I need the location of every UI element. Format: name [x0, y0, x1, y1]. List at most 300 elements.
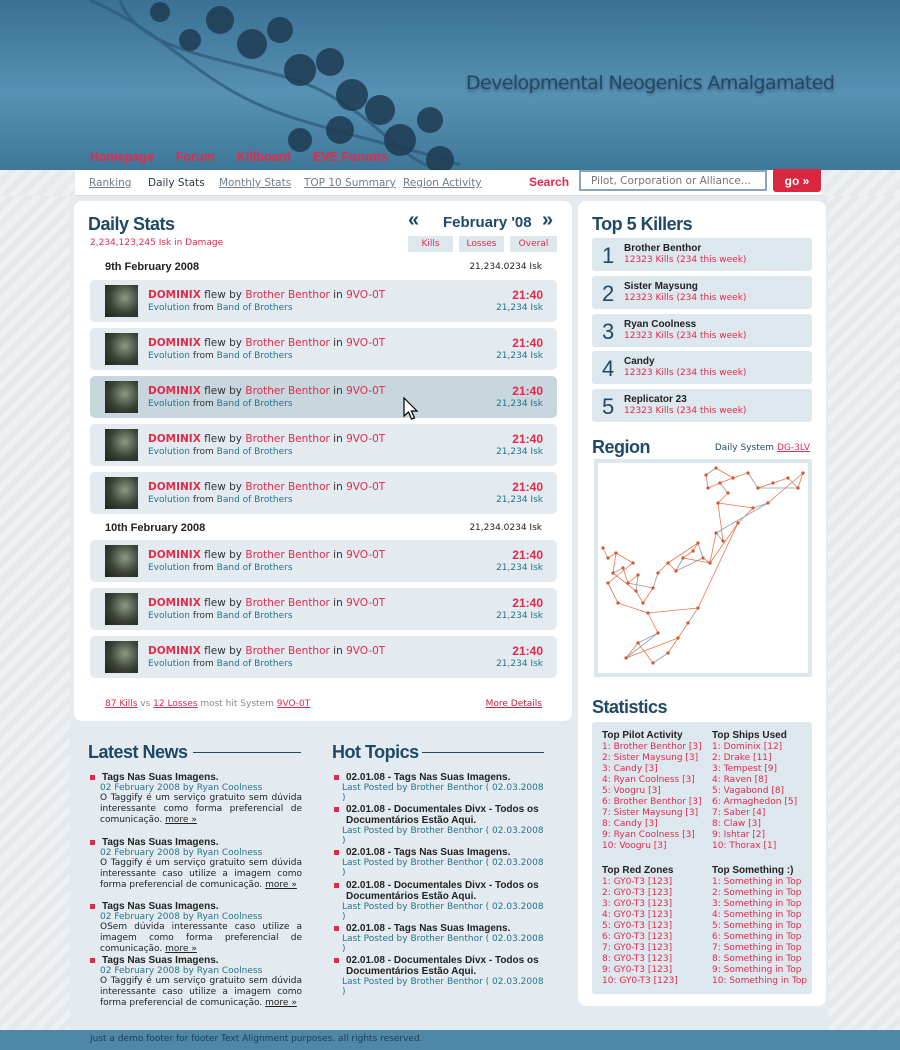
news-body-text: O Taggify é um serviço gratuito sem dúvida interessante caso utilize a imagem como forma preferencial de comunicação. [100, 858, 302, 890]
stat-item[interactable]: 2: Something in Top [712, 888, 802, 898]
news-item [90, 772, 302, 826]
hot-topics-title: Hot Topics [332, 742, 419, 762]
top-killer-item[interactable] [592, 238, 812, 271]
flew-by-text: flew by [204, 337, 243, 349]
main-nav [90, 150, 387, 164]
map-system [626, 581, 629, 584]
kill-line [148, 549, 385, 561]
alliance-link[interactable]: Band of Brothers [216, 659, 293, 669]
kill-isk: 21,234 Isk [496, 351, 543, 361]
region-map[interactable] [594, 459, 812, 677]
stat-item[interactable]: 3: Tempest [9] [712, 764, 777, 774]
from-text: from [192, 563, 214, 573]
stat-item[interactable]: 7: Sister Maysung [3] [602, 808, 699, 818]
top-killer-item[interactable] [592, 314, 812, 347]
kill-isk: 21,234 Isk [496, 303, 543, 313]
top-zones-title: Top Red Zones [602, 865, 674, 876]
map-jump [720, 483, 728, 493]
top-killer-item[interactable] [592, 276, 812, 309]
map-jump [773, 478, 788, 483]
stat-item[interactable]: 4: Something in Top [712, 910, 802, 920]
from-text: from [192, 447, 214, 457]
news-title[interactable]: Tags Nas Suas Imagens. [90, 901, 302, 912]
map-system [686, 621, 689, 624]
corp-line [148, 351, 293, 361]
topic-posted: Last Posted by Brother Benthor ( 02.03.2008 ) [342, 858, 544, 878]
right-sidebar [578, 201, 826, 1006]
map-jump [638, 633, 658, 643]
map-system [718, 481, 721, 484]
stat-item[interactable]: 10: GY0-T3 [123] [602, 976, 678, 986]
ship-name[interactable]: DOMINIX [148, 597, 201, 609]
map-jump [716, 503, 768, 533]
from-text: from [192, 611, 214, 621]
stat-item[interactable]: 6: GY0-T3 [123] [602, 932, 673, 942]
day-header-date: 10th February 2008 [105, 522, 206, 534]
topic-item [334, 955, 546, 997]
site-header [0, 0, 900, 170]
topic-title[interactable]: 02.01.08 - Documentales Divx - Todos os Documentários Estão Aqui. [334, 880, 546, 902]
map-system [676, 636, 679, 639]
kill-line [148, 481, 385, 493]
current-month: February '08 [443, 214, 532, 231]
topic-title[interactable]: 02.01.08 - Tags Nas Suas Imagens. [334, 847, 546, 858]
corp-line [148, 659, 293, 669]
ship-thumbnail [105, 333, 138, 365]
flew-by-text: flew by [204, 289, 243, 301]
ship-thumbnail [105, 593, 138, 625]
topic-title[interactable]: 02.01.08 - Tags Nas Suas Imagens. [334, 772, 546, 783]
map-jump [653, 653, 668, 663]
topic-posted: Last Posted by Brother Benthor ( 02.03.2008 ) [342, 934, 544, 954]
kill-line [148, 337, 385, 349]
map-jump [616, 553, 633, 563]
stat-item[interactable]: 8: Claw [3] [712, 819, 761, 829]
left-background [0, 196, 70, 1030]
system-link[interactable]: 9VO-0T [346, 289, 386, 301]
ship-thumbnail [105, 381, 138, 413]
topic-item [334, 847, 546, 878]
top-killer-item[interactable] [592, 351, 812, 384]
stat-item[interactable]: 7: Something in Top [712, 943, 802, 953]
topic-posted: Last Posted by Brother Benthor ( 02.03.2008 ) [342, 902, 544, 922]
most-hit-text: most hit System [200, 699, 274, 709]
daily-system-label: Daily System [714, 443, 775, 453]
kill-isk: 21,234 Isk [496, 563, 543, 573]
flew-by-text: flew by [204, 385, 243, 397]
map-jump [758, 483, 773, 488]
alliance-link[interactable]: Band of Brothers [216, 447, 293, 457]
region-title: Region [592, 437, 650, 457]
map-system [731, 476, 734, 479]
killer-rank: 2 [602, 281, 615, 306]
from-text: from [192, 659, 214, 669]
map-system [704, 473, 707, 476]
kill-row[interactable] [90, 376, 557, 418]
killer-kills: 12323 Kills (234 this week) [624, 255, 747, 265]
pilot-link[interactable]: Brother Benthor [245, 433, 330, 445]
day-header-isk: 21,234.0234 Isk [469, 523, 542, 533]
map-jump [628, 575, 638, 583]
map-system [666, 651, 669, 654]
system-link[interactable]: 9VO-0T [346, 385, 386, 397]
map-system [746, 471, 749, 474]
map-system [641, 601, 644, 604]
top-pilot-list [602, 742, 702, 852]
map-jump [648, 608, 698, 613]
kill-row[interactable] [90, 540, 557, 582]
news-more-link[interactable]: more » [265, 998, 297, 1008]
kill-line [148, 597, 385, 609]
news-body-text: OSem dúvida interessante caso utilize a imagem como forma preferencial de comunicação. [100, 922, 302, 954]
top-killer-item[interactable] [592, 389, 812, 422]
kill-line [148, 289, 385, 301]
pilot-link[interactable]: Brother Benthor [245, 337, 330, 349]
news-body [90, 922, 302, 955]
search-input[interactable] [579, 170, 767, 191]
tab-daily-stats[interactable]: Daily Stats [148, 177, 205, 189]
news-more-link[interactable]: more » [165, 815, 197, 825]
kill-time: 21:40 [512, 480, 543, 494]
statistics-title: Statistics [592, 697, 668, 717]
kill-line [148, 433, 385, 445]
kill-isk: 21,234 Isk [496, 659, 543, 669]
top-killers-title: Top 5 Killers [592, 214, 693, 234]
map-system [651, 586, 654, 589]
system-link[interactable]: 9VO-0T [346, 433, 386, 445]
in-text: in [333, 481, 343, 493]
alliance-link[interactable]: Band of Brothers [216, 303, 293, 313]
system-link[interactable]: 9VO-0T [346, 549, 386, 561]
alliance-link[interactable]: Band of Brothers [216, 611, 293, 621]
ship-name[interactable]: DOMINIX [148, 549, 201, 561]
nav-homepage[interactable]: Homepage [90, 150, 154, 164]
ship-name[interactable]: DOMINIX [148, 481, 201, 493]
killer-name[interactable]: Brother Benthor [624, 243, 702, 254]
daily-stats-panel [74, 201, 572, 721]
killer-rank: 3 [602, 319, 615, 344]
kill-isk: 21,234 Isk [496, 447, 543, 457]
top-ships-list [712, 742, 797, 852]
map-system [796, 486, 799, 489]
topic-item [334, 880, 546, 922]
pilot-link[interactable]: Brother Benthor [245, 385, 330, 397]
map-system [606, 556, 609, 559]
stat-item[interactable]: 6: Something in Top [712, 932, 802, 942]
kill-isk: 21,234 Isk [496, 399, 543, 409]
map-system [771, 481, 774, 484]
pilot-link[interactable]: Brother Benthor [245, 645, 330, 657]
ship-name[interactable]: DOMINIX [148, 385, 201, 397]
ship-name[interactable]: DOMINIX [148, 433, 201, 445]
kill-time: 21:40 [512, 548, 543, 562]
kill-time: 21:40 [512, 288, 543, 302]
stat-item[interactable]: 7: GY0-T3 [123] [602, 943, 673, 953]
nav-eve-forums[interactable]: EVE Forums [312, 150, 388, 164]
ship-thumbnail [105, 429, 138, 461]
top-pilot-title: Top Pilot Activity [602, 730, 683, 741]
nav-forum[interactable]: Forum [175, 150, 215, 164]
pilot-link[interactable]: Brother Benthor [245, 549, 330, 561]
kill-line [148, 645, 385, 657]
filter-kills[interactable]: Kills [408, 236, 453, 252]
map-system [646, 611, 649, 614]
stat-item[interactable]: 10: Thorax [1] [712, 841, 777, 851]
ship-thumbnail [105, 545, 138, 577]
tab-ranking[interactable]: Ranking [89, 177, 132, 189]
stat-item[interactable]: 5: GY0-T3 [123] [602, 921, 673, 931]
stat-item[interactable]: 1: Dominix [12] [712, 742, 783, 752]
stat-item[interactable]: 5: Vagabond [8] [712, 786, 785, 796]
stat-item[interactable]: 8: Something in Top [712, 954, 802, 964]
kill-time: 21:40 [512, 432, 543, 446]
sub-nav [75, 170, 822, 196]
kill-row[interactable] [90, 424, 557, 466]
stat-item[interactable]: 3: Something in Top [712, 899, 802, 909]
map-jump [688, 608, 698, 623]
pilot-link[interactable]: Brother Benthor [245, 481, 330, 493]
stat-item[interactable]: 4: GY0-T3 [123] [602, 910, 673, 920]
system-link[interactable]: 9VO-0T [346, 481, 386, 493]
map-system [651, 661, 654, 664]
from-text: from [192, 351, 214, 361]
kill-row[interactable] [90, 280, 557, 322]
tab-region-activity[interactable]: Region Activity [403, 177, 482, 189]
map-system [631, 561, 634, 564]
killer-rank: 1 [602, 243, 615, 268]
in-text: in [333, 549, 343, 561]
flew-by-text: flew by [204, 433, 243, 445]
tab-top10-summary[interactable]: TOP 10 Summary [304, 177, 396, 189]
in-text: in [333, 289, 343, 301]
in-text: in [333, 645, 343, 657]
topic-item [334, 804, 546, 846]
map-system [708, 561, 711, 564]
tab-monthly-stats[interactable]: Monthly Stats [219, 177, 292, 189]
alliance-link[interactable]: Band of Brothers [216, 399, 293, 409]
region-map-graph [598, 463, 808, 673]
from-text: from [192, 303, 214, 313]
stat-item[interactable]: 10: Something in Top [712, 976, 808, 986]
stat-item[interactable]: 4: Raven [8] [712, 775, 768, 785]
search-go-button[interactable]: go » [773, 169, 821, 192]
stat-item[interactable]: 9: Ishtar [2] [712, 830, 766, 840]
map-system [721, 539, 724, 542]
killer-name[interactable]: Replicator 23 [624, 394, 687, 405]
pilot-link[interactable]: Brother Benthor [245, 289, 330, 301]
map-jump [668, 563, 676, 571]
map-jump [720, 478, 733, 483]
system-link[interactable]: 9VO-0T [346, 337, 386, 349]
corp-link[interactable]: Evolution [148, 563, 190, 573]
stat-item[interactable]: 2: Sister Maysung [3] [602, 753, 699, 763]
stat-item[interactable]: 3: GY0-T3 [123] [602, 899, 673, 909]
news-item [90, 901, 302, 955]
stat-item[interactable]: 5: Something in Top [712, 921, 802, 931]
pilot-link[interactable]: Brother Benthor [245, 597, 330, 609]
news-more-link[interactable]: more » [265, 880, 297, 890]
killer-name[interactable]: Sister Maysung [624, 281, 698, 292]
corp-link[interactable]: Evolution [148, 351, 190, 361]
map-jump [608, 583, 618, 603]
daily-system [715, 443, 810, 453]
map-jump [706, 468, 716, 475]
ship-name[interactable]: DOMINIX [148, 289, 201, 301]
divider [193, 752, 301, 753]
map-system [624, 656, 627, 659]
right-background [828, 196, 900, 1030]
corp-link[interactable]: Evolution [148, 399, 190, 409]
map-system [614, 551, 617, 554]
news-item [90, 837, 302, 891]
map-jump [636, 591, 643, 603]
map-system [634, 589, 637, 592]
next-month-arrow[interactable]: » [542, 209, 554, 231]
stat-item[interactable]: 7: Saber [4] [712, 808, 766, 818]
map-jump [718, 493, 728, 503]
from-text: from [192, 495, 214, 505]
in-text: in [333, 597, 343, 609]
map-system [736, 521, 739, 524]
news-more-link[interactable]: more » [165, 944, 197, 954]
daily-system-link[interactable]: DG-3LV [776, 443, 810, 453]
stat-item[interactable]: 3: Candy [3] [602, 764, 658, 774]
nav-killboard[interactable]: Killboard [236, 150, 291, 164]
killer-kills: 12323 Kills (234 this week) [624, 331, 747, 341]
stat-item[interactable]: 9: Ryan Coolness [3] [602, 830, 695, 840]
stat-item[interactable]: 2: Drake [11] [712, 753, 772, 763]
topic-posted: Last Posted by Brother Benthor ( 02.03.2008 ) [342, 977, 544, 997]
filter-overal[interactable]: Overal [510, 236, 557, 252]
stat-item[interactable]: 9: GY0-T3 [123] [602, 965, 673, 975]
map-system [666, 561, 669, 564]
map-system [681, 556, 684, 559]
kill-time: 21:40 [512, 644, 543, 658]
stat-item[interactable]: 6: Armaghedon [5] [712, 797, 798, 807]
killer-name[interactable]: Candy [624, 356, 655, 367]
news-title[interactable]: Tags Nas Suas Imagens. [90, 837, 302, 848]
corp-line [148, 399, 293, 409]
map-system [706, 486, 709, 489]
daily-summary [105, 699, 310, 709]
kill-row[interactable] [90, 636, 557, 678]
corp-line [148, 303, 293, 313]
divider [422, 752, 544, 753]
news-body [90, 858, 302, 891]
kill-time: 21:40 [512, 596, 543, 610]
map-system [656, 631, 659, 634]
stat-item[interactable]: 10: Voogru [3] [602, 841, 667, 851]
map-system [636, 573, 639, 576]
more-details-link[interactable]: More Details [485, 699, 542, 709]
stat-item[interactable]: 8: GY0-T3 [123] [602, 954, 673, 964]
map-jump [653, 573, 658, 588]
corp-link[interactable]: Evolution [148, 659, 190, 669]
daily-stats-title: Daily Stats [88, 214, 175, 234]
map-system [674, 569, 677, 572]
filter-tabs [408, 236, 557, 252]
ship-name[interactable]: DOMINIX [148, 337, 201, 349]
mouse-cursor-icon [403, 397, 421, 423]
in-text: in [333, 385, 343, 397]
system-link[interactable]: 9VO-0T [346, 597, 386, 609]
ship-name[interactable]: DOMINIX [148, 645, 201, 657]
map-system [766, 501, 769, 504]
site-title: Developmental Neogenics Amalgamated [466, 72, 835, 94]
stat-item[interactable]: 1: GY0-T3 [123] [602, 877, 673, 887]
corp-link[interactable]: Evolution [148, 303, 190, 313]
day-header-isk: 21,234.0234 Isk [469, 262, 542, 272]
stat-item[interactable]: 6: Brother Benthor [3] [602, 797, 702, 807]
stat-item[interactable]: 4: Ryan Coolness [3] [602, 775, 695, 785]
stat-item[interactable]: 8: Candy [3] [602, 819, 658, 829]
map-jump [733, 473, 748, 478]
map-system [716, 501, 719, 504]
map-jump [706, 475, 708, 488]
kill-row[interactable] [90, 328, 557, 370]
stat-item[interactable]: 5: Voogru [3] [602, 786, 661, 796]
filter-losses[interactable]: Losses [459, 236, 504, 252]
alliance-link[interactable]: Band of Brothers [216, 351, 293, 361]
stat-item[interactable]: 2: GY0-T3 [123] [602, 888, 673, 898]
topic-title[interactable]: 02.01.08 - Documentales Divx - Todos os Documentários Estão Aqui. [334, 955, 546, 977]
kill-line [148, 385, 385, 397]
top-something-list [712, 877, 807, 987]
day-header-date: 9th February 2008 [105, 261, 200, 273]
topic-item [334, 923, 546, 954]
topic-posted: Last Posted by Brother Benthor ( 02.03.2008 ) [342, 826, 544, 846]
stat-item[interactable]: 1: Something in Top [712, 877, 802, 887]
topic-title[interactable]: 02.01.08 - Documentales Divx - Todos os Documentários Estão Aqui. [334, 804, 546, 826]
map-system [656, 571, 659, 574]
map-jump [678, 623, 688, 638]
kill-isk: 21,234 Isk [496, 611, 543, 621]
corp-link[interactable]: Evolution [148, 495, 190, 505]
stat-item[interactable]: 1: Brother Benthor [3] [602, 742, 702, 752]
news-title[interactable]: Tags Nas Suas Imagens. [90, 772, 302, 783]
most-hit-system-link[interactable]: 9VO-0T [276, 699, 311, 709]
map-jump [698, 543, 703, 558]
prev-month-arrow[interactable]: « [408, 209, 420, 231]
top-zones-list [602, 877, 678, 987]
vs-text: vs [140, 699, 151, 709]
news-date: 02 February 2008 by Ryan Coolness [100, 783, 263, 793]
news-item [90, 955, 302, 1009]
alliance-link[interactable]: Band of Brothers [216, 563, 293, 573]
map-jump [676, 558, 703, 571]
kill-row[interactable] [90, 588, 557, 630]
map-system [611, 571, 614, 574]
news-title[interactable]: Tags Nas Suas Imagens. [90, 955, 302, 966]
map-system [801, 471, 804, 474]
alliance-link[interactable]: Band of Brothers [216, 495, 293, 505]
system-link[interactable]: 9VO-0T [346, 645, 386, 657]
damage-total: 2,234,123,245 Isk in Damage [90, 238, 224, 248]
corp-link[interactable]: Evolution [148, 447, 190, 457]
top-something-title: Top Something :) [712, 865, 794, 876]
corp-link[interactable]: Evolution [148, 611, 190, 621]
killer-kills: 12323 Kills (234 this week) [624, 293, 747, 303]
search-label: Search [529, 175, 570, 189]
corp-line [148, 563, 293, 573]
kills-count-link[interactable]: 87 Kills [105, 699, 138, 709]
topic-title[interactable]: 02.01.08 - Tags Nas Suas Imagens. [334, 923, 546, 934]
killer-kills: 12323 Kills (234 this week) [624, 368, 747, 378]
losses-count-link[interactable]: 12 Losses [153, 699, 198, 709]
kill-row[interactable] [90, 472, 557, 514]
killer-name[interactable]: Ryan Coolness [624, 319, 697, 330]
stat-item[interactable]: 9: Something in Top [712, 965, 802, 975]
